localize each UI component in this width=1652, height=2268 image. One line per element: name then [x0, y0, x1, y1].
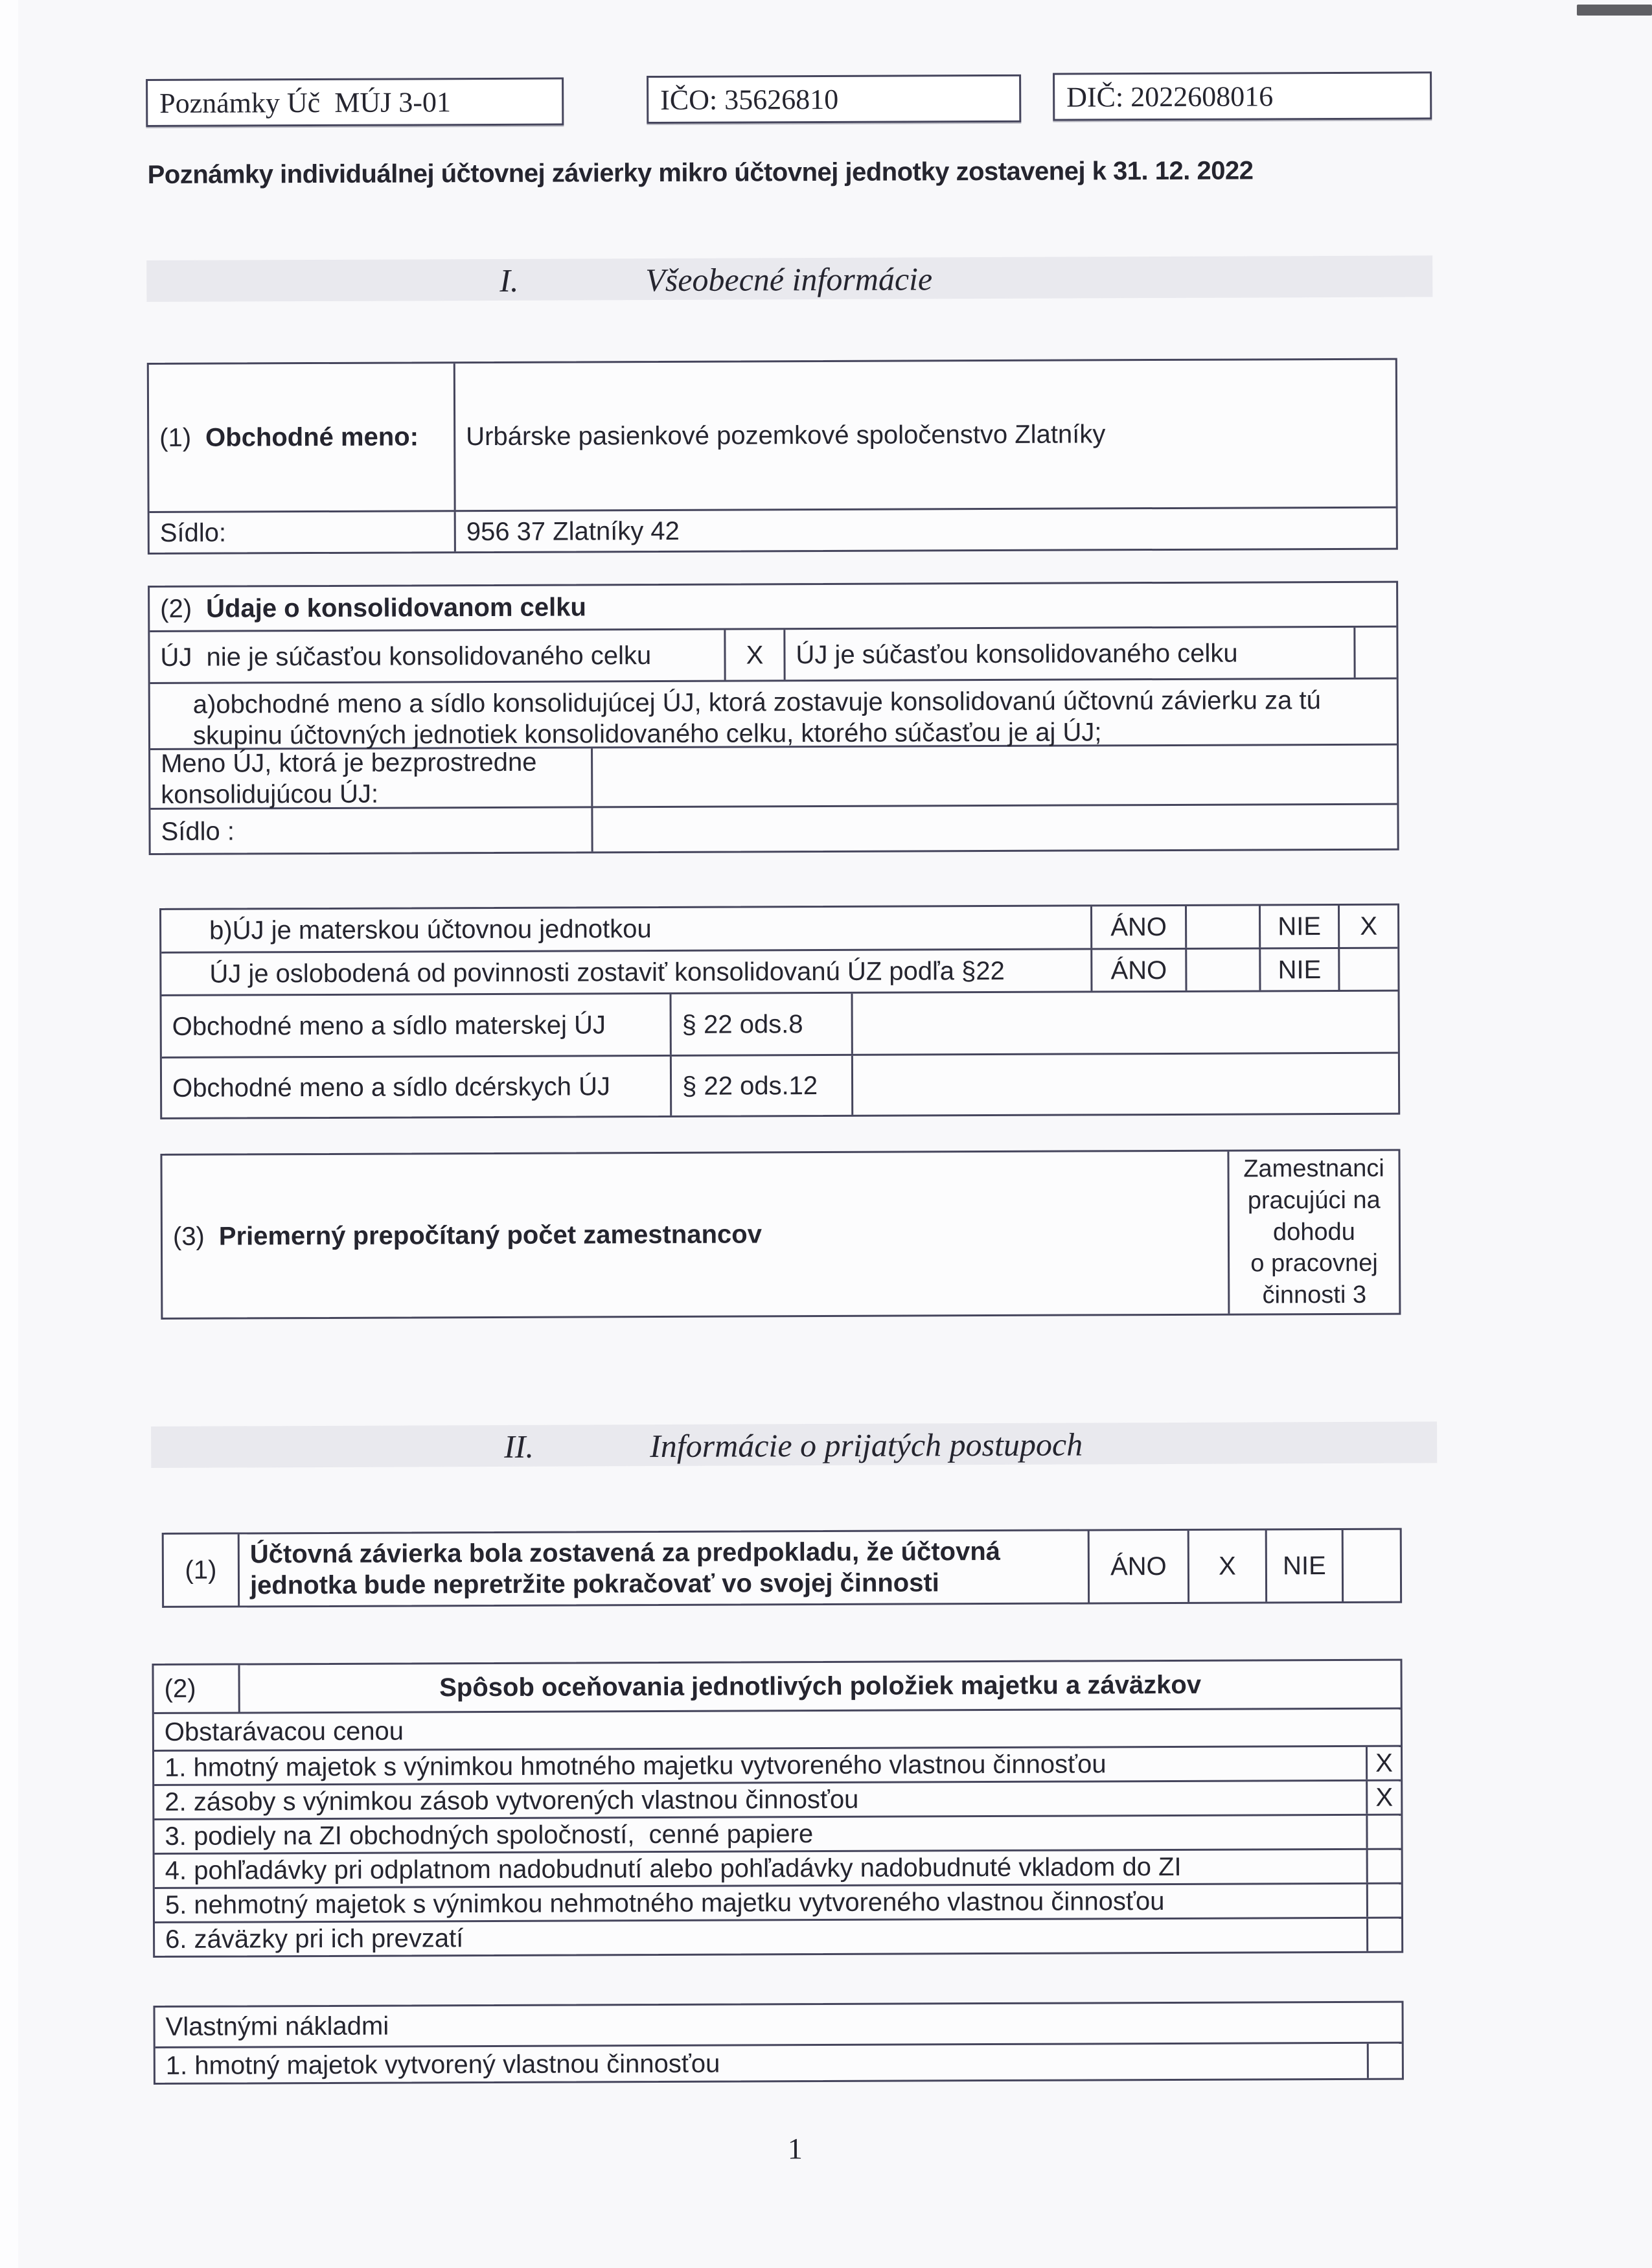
is-parent-label: b)ÚJ je materskou účtovnou jednotkou: [209, 915, 652, 945]
table-row: [155, 1917, 1401, 1956]
valuation-item-checkbox: [1366, 1850, 1401, 1883]
going-concern-table: [162, 1528, 1402, 1608]
page-number: 1: [787, 2132, 803, 2166]
table-row: [161, 947, 1397, 994]
section-1-heading-bar: [146, 255, 1432, 302]
employees-label: Priemerný prepočítaný počet zamestnancov: [218, 1220, 762, 1251]
table-row: [154, 1661, 1400, 1712]
table-row: [150, 678, 1397, 748]
business-name-label-cell: [149, 363, 454, 511]
seat-label: Sídlo:: [159, 518, 227, 547]
form-code: Poznámky Úč MÚJ 3-01: [159, 86, 452, 119]
parent-name-value: [591, 746, 1397, 807]
consolidated-group-table: [148, 581, 1399, 855]
ano-label: ÁNO: [1090, 906, 1185, 948]
subsidiary-company-label: Obchodné meno a sídlo dcérskych ÚJ: [172, 1071, 611, 1103]
item-number: (2): [164, 1674, 196, 1703]
parent-name-label: Meno ÚJ, ktorá je bezprostredne konsolidujúcou ÚJ:: [161, 748, 537, 809]
section-2-heading-bar: [151, 1421, 1437, 1468]
valuation-item-label: 1. hmotný majetok s výnimkou hmotného majetku vytvoreného vlastnou činnosťou: [165, 1750, 1107, 1782]
table-row: [150, 803, 1397, 853]
own-costs-table: [154, 2001, 1404, 2085]
valuation-item-label: 4. pohľadávky pri odplatnom nadobudnutí alebo pohľadávky nadobudnuté vkladom do ZI: [165, 1852, 1182, 1885]
ano-label: ÁNO: [1090, 950, 1185, 991]
consolidated-heading-cell: [150, 583, 1396, 630]
valuation-item-label: 1. hmotný majetok vytvorený vlastnou činnosťou: [165, 2049, 720, 2080]
table-row: [164, 1530, 1400, 1606]
business-name-value: Urbárske pasienkové pozemkové spoločenstvo Zlatníky: [453, 360, 1396, 510]
employees-label-cell: [162, 1152, 1228, 1318]
ico-box: [647, 74, 1021, 124]
table-row: [154, 1708, 1401, 1750]
section-1-numeral: I.: [499, 262, 519, 299]
is-part-checkbox: [1353, 628, 1396, 678]
dic-value: DIČ: 2022608016: [1066, 80, 1274, 113]
dic-box: [1053, 71, 1432, 120]
table-row: [149, 360, 1396, 511]
item-number: (2): [160, 594, 192, 623]
table-row: [154, 1780, 1401, 1818]
valuation-item-checkbox: [1366, 1919, 1401, 1951]
table-row: [162, 1052, 1398, 1117]
table-row: [155, 1848, 1401, 1887]
valuation-methods-table: [152, 1659, 1403, 1958]
acquisition-cost-group-label: Obstarávacou cenou: [164, 1717, 404, 1747]
ano-checkbox: [1185, 949, 1259, 990]
nie-checkbox: [1338, 949, 1397, 990]
table-row: [155, 1883, 1401, 1921]
valuation-item-label: 3. podiely na ZI obchodných spoločností, cenné papiere: [165, 1820, 814, 1851]
table-row: [150, 583, 1396, 630]
business-name-label: Obchodné meno:: [205, 422, 419, 452]
table-row: [154, 1814, 1401, 1853]
table-row: [155, 2042, 1402, 2083]
valuation-item-label: 2. zásoby s výnimkou zásob vytvorených vlastnou činnosťou: [165, 1785, 859, 1816]
document-title: Poznámky individuálnej účtovnej závierky mikro účtovnej jednotky zostavenej k 31. 12. 2022: [147, 156, 1254, 190]
parent-company-label: Obchodné meno a sídlo materskej ÚJ: [172, 1010, 606, 1041]
valuation-heading: Spôsob oceňovania jednotlivých položiek majetku a záväzkov: [238, 1661, 1400, 1712]
not-part-label: ÚJ nie je súčasťou konsolidovaného celku: [160, 641, 652, 672]
form-code-box: [146, 78, 564, 127]
valuation-item-checkbox: [1366, 1884, 1401, 1917]
nie-checkbox: X: [1338, 906, 1397, 947]
table-row: [150, 507, 1396, 553]
valuation-item-checkbox: X: [1366, 1781, 1401, 1814]
subsidiary-company-value: [851, 1054, 1398, 1115]
not-part-checkbox: X: [724, 630, 783, 680]
valuation-item-checkbox: X: [1366, 1747, 1401, 1780]
valuation-item-checkbox: [1366, 1816, 1401, 1848]
table-row: [162, 990, 1398, 1057]
item-number: (3): [172, 1222, 205, 1251]
table-row: [155, 2003, 1402, 2046]
parent-seat-value: [591, 805, 1397, 852]
parent-company-value: [851, 992, 1398, 1054]
parent-entity-table: [159, 904, 1400, 1119]
section-2-numeral: II.: [504, 1428, 534, 1465]
nie-label: NIE: [1265, 1530, 1342, 1601]
valuation-item-label: 5. nehmotný majetok s výnimkou nehmotného majetku vytvoreného vlastnou činnosťou: [165, 1887, 1165, 1919]
ano-checkbox: X: [1187, 1530, 1265, 1601]
seat-value: 956 37 Zlatníky 42: [454, 509, 1396, 552]
ico-value: IČO: 35626810: [660, 83, 839, 116]
business-name-table: [147, 358, 1398, 555]
table-row: [154, 1745, 1401, 1784]
parent-seat-label: Sídlo :: [161, 817, 235, 846]
is-part-label: ÚJ je súčasťou konsolidovaného celku: [783, 628, 1353, 680]
exempt-label: ÚJ je oslobodená od povinnosti zostaviť konsolidovanú ÚZ podľa §22: [209, 956, 1005, 989]
table-row: [150, 626, 1396, 682]
section-2-title: Informácie o prijatých postupoch: [650, 1426, 1083, 1465]
table-row: [162, 1151, 1399, 1318]
employees-table: [160, 1149, 1401, 1320]
table-row: [161, 906, 1397, 952]
item-number: (1): [159, 423, 192, 452]
consolidated-heading: Údaje o konsolidovanom celku: [206, 593, 586, 623]
table-row: [150, 744, 1397, 808]
valuation-item-label: 6. záväzky pri ich prevzatí: [165, 1924, 464, 1954]
note-a-text: a)obchodné meno a sídlo konsolidujúcej ÚJ, ktorá zostavuje konsolidovanú účtovnú závierku za tú skupinu účtovných jednotiek konsolidovaného celku, ktorého súčasťou je aj ÚJ;: [192, 686, 1321, 750]
employees-value: Zamestnanci pracujúci na dohodu o pracovnej činnosti 3: [1227, 1151, 1399, 1314]
valuation-item-checkbox: [1367, 2044, 1402, 2078]
ano-label: ÁNO: [1088, 1531, 1187, 1603]
paragraph-ref: § 22 ods.8: [670, 994, 851, 1055]
item-number: (1): [185, 1555, 217, 1585]
section-1-title: Všeobecné informácie: [645, 260, 933, 299]
nie-checkbox: [1342, 1530, 1400, 1601]
going-concern-label: Účtovná závierka bola zostavená za predpokladu, že účtovná jednotka bude nepretržite pokračovať vo svojej činnosti: [238, 1531, 1088, 1605]
paragraph-ref: § 22 ods.12: [670, 1056, 851, 1116]
nie-label: NIE: [1259, 949, 1338, 990]
own-costs-group-label: Vlastnými nákladmi: [165, 2011, 389, 2041]
nie-label: NIE: [1259, 906, 1338, 947]
ano-checkbox: [1185, 906, 1259, 947]
